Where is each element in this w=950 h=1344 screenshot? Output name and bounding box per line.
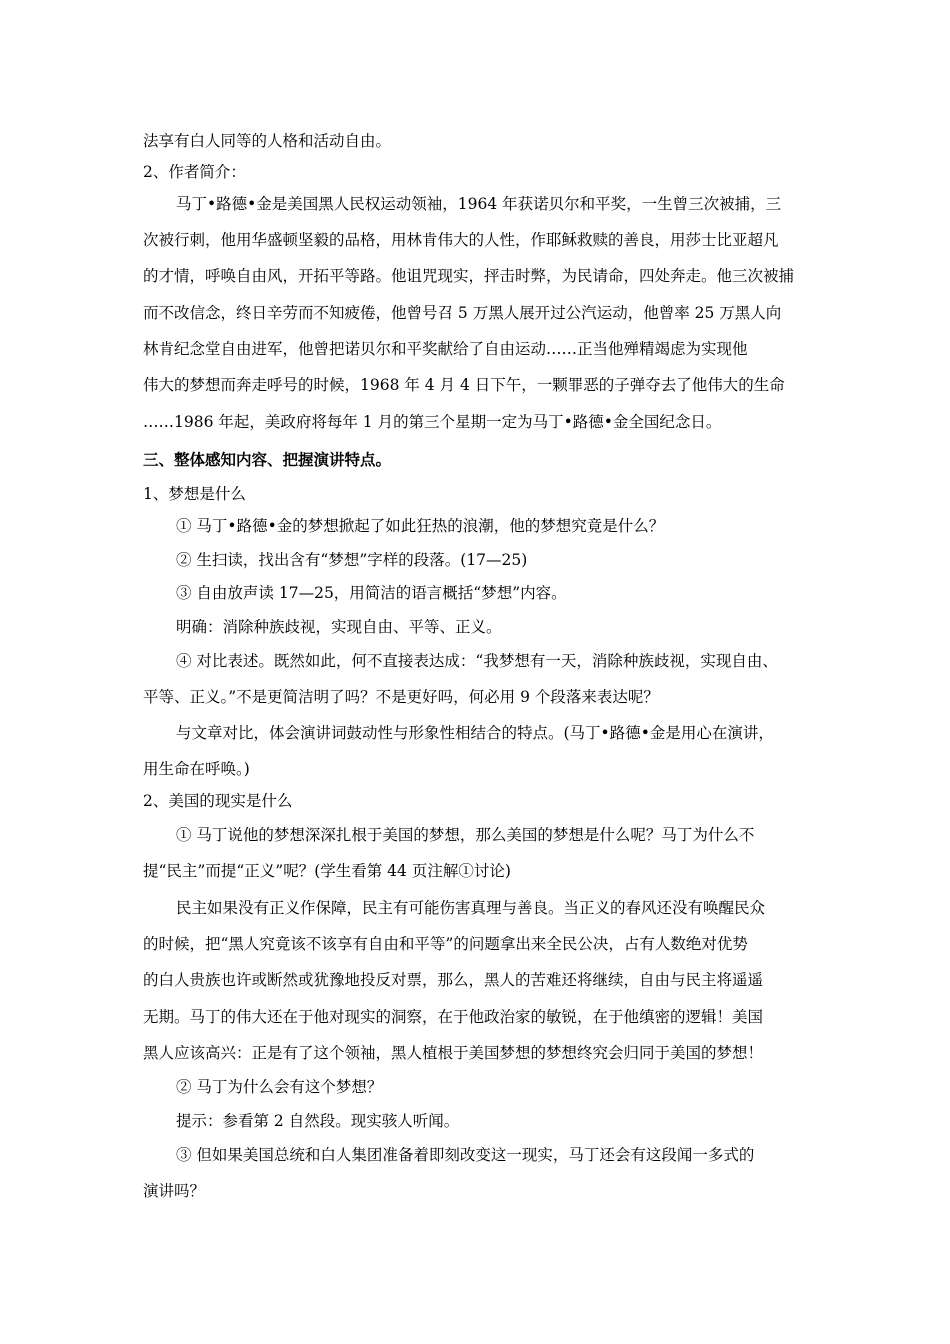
text-line: 提“民主”而提“正义”呢？(学生看第 44 页注解①讨论) [143,862,511,880]
text-line: ③ 但如果美国总统和白人集团准备着即刻改变这一现实，马丁还会有这段闻一多式的 [176,1146,755,1164]
text-line: 演讲吗？ [143,1182,206,1200]
text-line: 伟大的梦想而奔走呼号的时候，1968 年 4 月 4 日下午，一颗罪恶的子弹夺去了他伟大的生命 [143,376,785,394]
text-line: ② 马丁为什么会有这个梦想？ [176,1078,383,1096]
text-line: 而不改信念，终日辛劳而不知疲倦，他曾号召 5 万黑人展开过公汽运动，他曾率 25 万黑人向 [143,304,782,322]
text-line: 法享有白人同等的人格和活动自由。 [143,132,392,150]
text-line: 用生命在呼唤。) [143,760,250,778]
text-line: 明确：消除种族歧视，实现自由、平等、正义。 [176,618,502,636]
text-line: 与文章对比，体会演讲词鼓动性与形象性相结合的特点。(马丁•路德•金是用心在演讲， [176,724,774,742]
text-line: 的才情，呼唤自由风，开拓平等路。他诅咒现实，抨击时弊，为民请命，四处奔走。他三次被捕 [143,267,795,285]
text-line: 林肯纪念堂自由进军，他曾把诺贝尔和平奖献给了自由运动……正当他殚精竭虑为实现他 [143,340,748,358]
text-line: 黑人应该高兴：正是有了这个领袖，黑人植根于美国梦想的梦想终究会归同于美国的梦想！ [143,1044,764,1062]
text-line: 的白人贵族也许或断然或犹豫地投反对票，那么，黑人的苦难还将继续，自由与民主将遥遥 [143,971,764,989]
text-line: ③ 自由放声读 17—25，用简洁的语言概括“梦想”内容。 [176,584,567,602]
section-heading: 三、整体感知内容、把握演讲特点。 [143,450,392,469]
text-line: 平等、正义。”不是更简洁明了吗？不是更好吗，何必用 9 个段落来表达呢？ [143,688,659,706]
section-heading: 1、梦想是什么 [143,485,246,503]
text-line: 民主如果没有正义作保障，民主有可能伤害真理与善良。当正义的春风还没有唤醒民众 [176,899,766,917]
section-heading: 2、作者简介： [143,163,246,181]
text-line: 提示：参看第 2 自然段。现实骇人听闻。 [176,1112,460,1130]
text-line: ……1986 年起，美政府将每年 1 月的第三个星期一定为马丁•路德•金全国纪念日。 [143,413,722,431]
text-line: 的时候，把“黑人究竟该不该享有自由和平等”的问题拿出来全民公决，占有人数绝对优势 [143,935,748,953]
text-line: ④ 对比表述。既然如此，何不直接表达成：“我梦想有一天，消除种族歧视，实现自由、 [176,652,778,670]
section-heading: 2、美国的现实是什么 [143,792,293,810]
text-line: 马丁•路德•金是美国黑人民权运动领袖，1964 年获诺贝尔和平奖，一生曾三次被捕，三 [176,195,782,213]
text-line: 无期。马丁的伟大还在于他对现实的洞察，在于他政治家的敏锐，在于他缜密的逻辑！美国 [143,1008,764,1026]
text-line: ② 生扫读，找出含有“梦想”字样的段落。(17—25) [176,551,528,569]
text-line: ① 马丁说他的梦想深深扎根于美国的梦想，那么美国的梦想是什么呢？马丁为什么不 [176,826,755,844]
text-line: 次被行刺，他用华盛顿坚毅的品格，用林肯伟大的人性，作耶稣救赎的善良，用莎士比亚超凡 [143,231,779,249]
text-line: ① 马丁•路德•金的梦想掀起了如此狂热的浪潮，他的梦想究竟是什么？ [176,517,665,535]
